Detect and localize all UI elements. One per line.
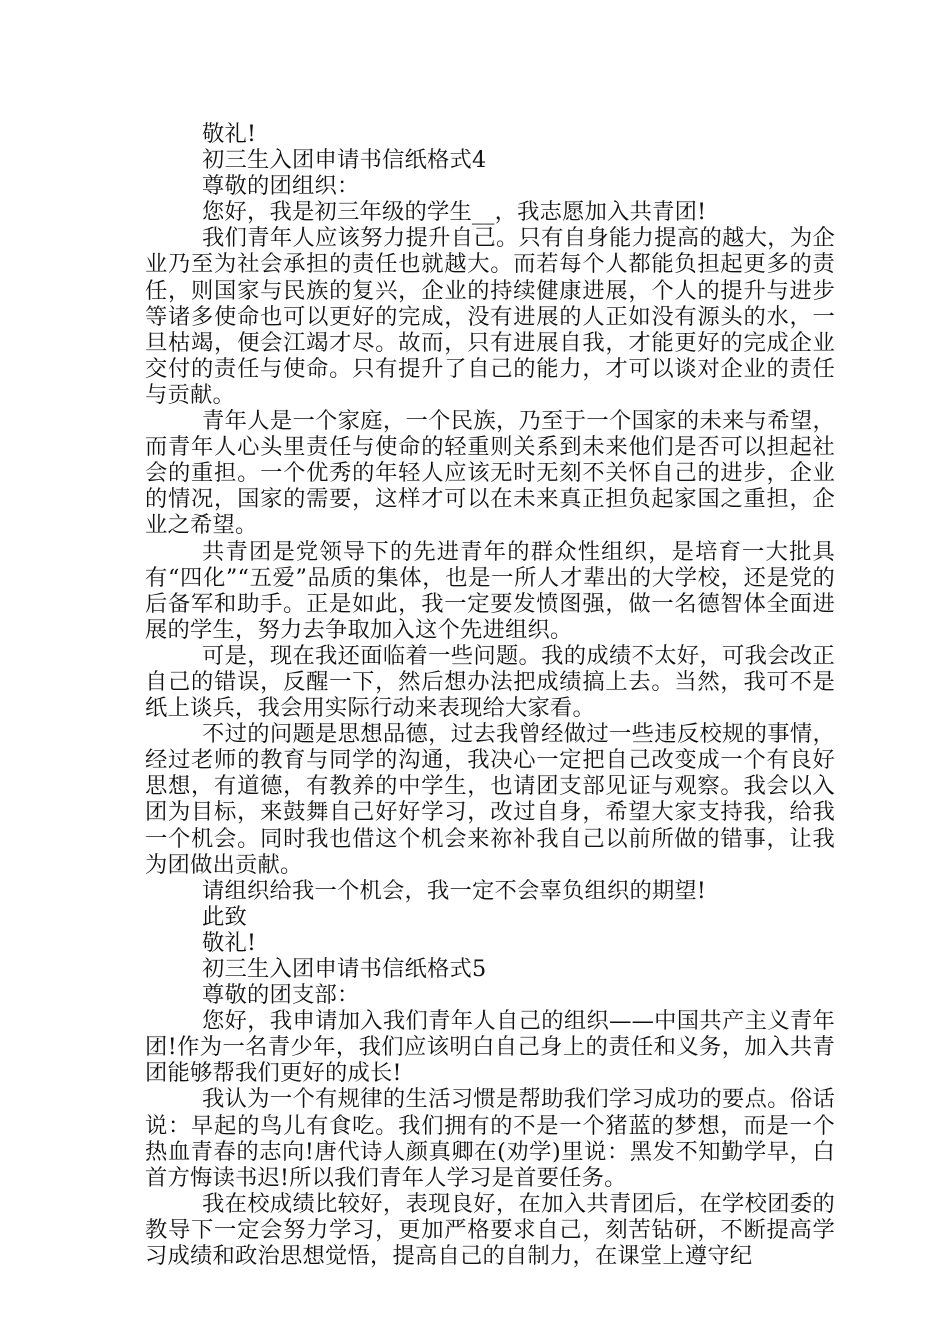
paragraph: 青年人是一个家庭，一个民族，乃至于一个国家的未来与希望，而青年人心头里责任与使命的轻重则关系到未来他们是否可以担起社会的重担。一个优秀的年轻人应该无时无刻不关怀自己的进步，企业的情况，国家的需要，这样才可以在未来真正担负起家国之重担，企业之希望。 <box>145 408 835 539</box>
paragraph: 共青团是党领导下的先进青年的群众性组织，是培育一大批具有“四化”“五爱”品质的集体，也是一所人才辈出的大学校，还是党的后备军和助手。正是如此，我一定要发愤图强，做一名德智体全面进展的学生，努力去争取加入这个先进组织。 <box>145 538 835 643</box>
closing-line: 敬礼! <box>202 121 257 147</box>
salutation-4: 尊敬的团组织： <box>202 173 360 200</box>
document-page <box>145 121 835 1269</box>
closing-line-4: 敬礼! <box>202 929 257 956</box>
paragraph: 不过的问题是思想品德，过去我曾经做过一些违反校规的事情，经过老师的教育与同学的沟通，我决心一定把自己改变成一个有良好思想，有道德，有教养的中学生，也请团支部见证与观察。我会以入团为目标，来鼓舞自己好好学习，改过自身，希望大家支持我，给我一个机会。同时我也借这个机会来祢补我自己以前所做的错事，让我为团做出贡献。 <box>145 721 835 878</box>
paragraph: 您好，我申请加入我们青年人自己的组织——中国共产主义青年团!作为一名青少年，我们应该明白自己身上的责任和义务，加入共青团能够帮我们更好的成长! <box>145 1008 835 1087</box>
paragraph: 可是，现在我还面临着一些问题。我的成绩不太好，可我会改正自己的错误，反醒一下，然后想办法把成绩搞上去。当然，我可不是纸上谈兵，我会用实际行动来表现给大家看。 <box>145 642 835 722</box>
request-line-4: 请组织给我一个机会，我一定不会辜负组织的期望! <box>202 877 707 904</box>
paragraph: 我在校成绩比较好，表现良好，在加入共青团后，在学校团委的教导下一定会努力学习，更加严格要求自己，刻苦钻研，不断提高学习成绩和政治思想觉悟，提高自己的自制力，在课堂上遵守纪 <box>145 1190 835 1270</box>
greeting-4: 您好，我是初三年级的学生__，我志愿加入共青团! <box>202 199 707 226</box>
cizhi-line-4: 此致 <box>202 903 247 930</box>
section-heading-5: 初三生入团申请书信纸格式5 <box>202 956 487 982</box>
section-heading-4: 初三生入团申请书信纸格式4 <box>202 147 487 174</box>
paragraph: 我们青年人应该努力提升自己。只有自身能力提高的越大，为企业乃至为社会承担的责任也就越大。而若每个人都能负担起更多的责任，则国家与民族的复兴，企业的持续健康进展，个人的提升与进步等诸多使命也可以更好的完成，没有进展的人正如没有源头的水，一旦枯竭，便会江竭才尽。故而，只有进展自我，才能更好的完成企业交付的责任与使命。只有提升了自己的能力，才可以谈对企业的责任与贡献。 <box>145 225 835 408</box>
paragraph: 我认为一个有规律的生活习惯是帮助我们学习成功的要点。俗话说：早起的鸟儿有食吃。我们拥有的不是一个猪蓝的梦想，而是一个热血青春的志向!唐代诗人颜真卿在(劝学)里说：黑发不知勤学早，白首方悔读书迟!所以我们青年人学习是首要任务。 <box>145 1086 835 1191</box>
salutation-5: 尊敬的团支部： <box>202 982 360 1009</box>
